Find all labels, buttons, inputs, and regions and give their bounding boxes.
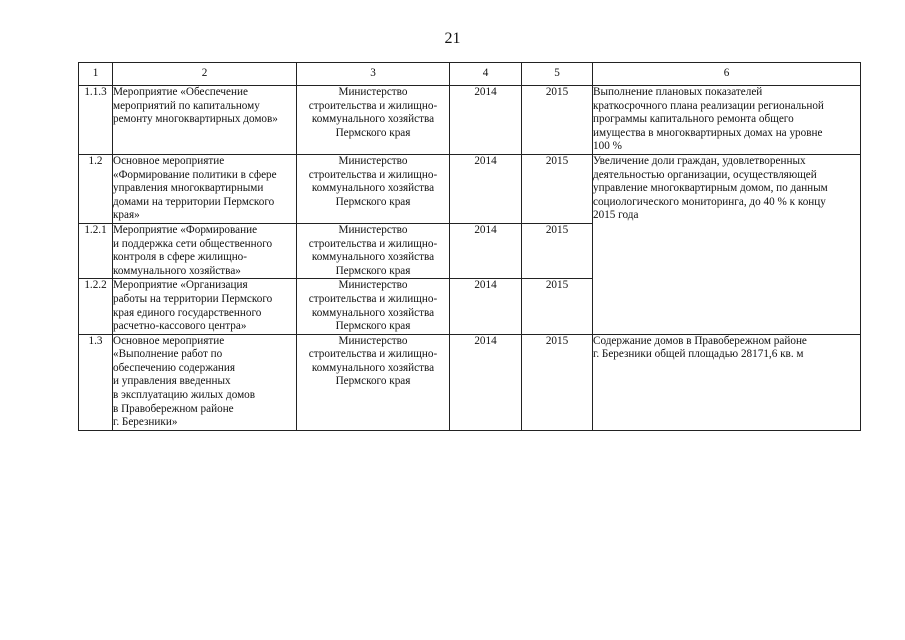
activity-name: Мероприятие «Организация работы на территории Пермского края единого государственного расчетно-кассового центра»	[113, 279, 297, 334]
executor: Министерство строительства и жилищно- коммунального хозяйства Пермского края	[297, 334, 450, 430]
start-year: 2014	[450, 86, 522, 155]
table-row	[79, 154, 861, 223]
row-number: 1.2.2	[79, 279, 113, 334]
start-year: 2014	[450, 279, 522, 334]
expected-result: Увеличение доли граждан, удовлетворенных деятельностью организации, осуществляющей управление многоквартирным домом, по данным социологического мониторинга, до 40 % к концу 2015 года	[593, 154, 861, 334]
start-year: 2014	[450, 334, 522, 430]
end-year: 2015	[522, 279, 593, 334]
end-year: 2015	[522, 86, 593, 155]
end-year: 2015	[522, 223, 593, 278]
activity-name: Основное мероприятие «Формирование политики в сфере управления многоквартирными домами на территории Пермского края»	[113, 154, 297, 223]
activity-name: Основное мероприятие «Выполнение работ по обеспечению содержания и управления введенных в эксплуатацию жилых домов в Правобережном районе г. Березники»	[113, 334, 297, 430]
column-header: 6	[593, 63, 861, 86]
table-row	[79, 334, 861, 430]
expected-result: Содержание домов в Правобережном районе г. Березники общей площадью 28171,6 кв. м	[593, 334, 861, 430]
executor: Министерство строительства и жилищно- коммунального хозяйства Пермского края	[297, 154, 450, 223]
row-number: 1.3	[79, 334, 113, 430]
table-header-row	[79, 63, 861, 86]
executor: Министерство строительства и жилищно- коммунального хозяйства Пермского края	[297, 223, 450, 278]
table-row	[79, 86, 861, 155]
column-header: 1	[79, 63, 113, 86]
page-number: 21	[444, 30, 461, 47]
column-header: 2	[113, 63, 297, 86]
column-header: 4	[450, 63, 522, 86]
executor: Министерство строительства и жилищно- коммунального хозяйства Пермского края	[297, 86, 450, 155]
activity-name: Мероприятие «Обеспечение мероприятий по капитальному ремонту многоквартирных домов»	[113, 86, 297, 155]
expected-result: Выполнение плановых показателей краткосрочного плана реализации региональной программы капитального ремонта общего имущества в многоквартирных домах на уровне 100 %	[593, 86, 861, 155]
column-header: 3	[297, 63, 450, 86]
column-header: 5	[522, 63, 593, 86]
row-number: 1.2.1	[79, 223, 113, 278]
start-year: 2014	[450, 223, 522, 278]
row-number: 1.1.3	[79, 86, 113, 155]
program-activities-table	[78, 62, 861, 431]
start-year: 2014	[450, 154, 522, 223]
executor: Министерство строительства и жилищно- коммунального хозяйства Пермского края	[297, 279, 450, 334]
activity-name: Мероприятие «Формирование и поддержка сети общественного контроля в сфере жилищно- коммунального хозяйства»	[113, 223, 297, 278]
row-number: 1.2	[79, 154, 113, 223]
end-year: 2015	[522, 334, 593, 430]
end-year: 2015	[522, 154, 593, 223]
